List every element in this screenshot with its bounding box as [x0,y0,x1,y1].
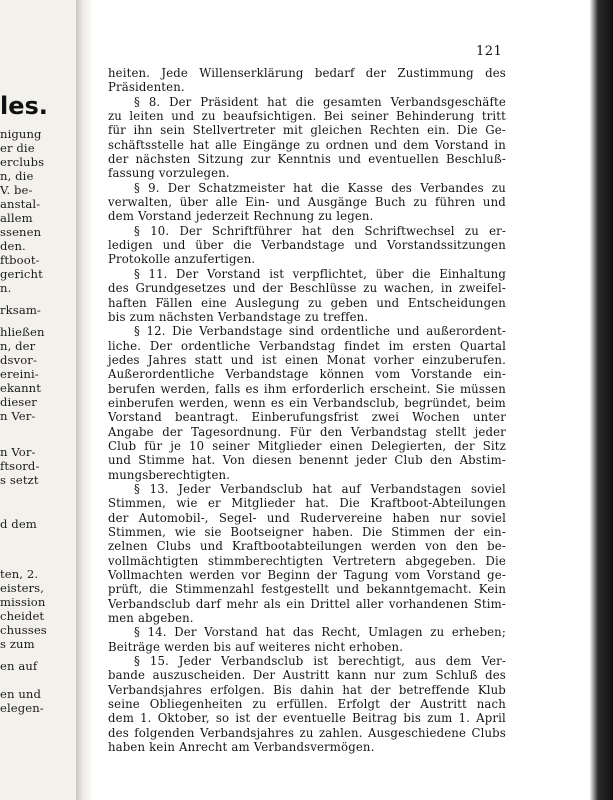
facing-page-fragment [0,0,76,800]
facing-page-line: n Ver- [0,409,36,423]
facing-page-line: ftsord- [0,459,40,473]
facing-page-line: gericht [0,267,43,281]
text-line: der nächsten Sitzung zur Kenntnis und eventuellen Beschluß- [108,152,506,167]
facing-page-line: chusses [0,623,47,637]
text-line: Stimmen, wie er Mitglieder hat. Die Kraftboot-Abteilungen [108,496,506,511]
text-line: der Automobil-, Segel- und Rudervereine haben nur soviel [108,510,506,525]
facing-page-line: cheidet [0,609,45,623]
facing-page-line: anstal- [0,197,41,211]
text-line: Protokolle anzufertigen. [108,252,256,267]
facing-page-line: dieser [0,395,37,409]
text-line: und Stimme hat. Von diesen benennt jeder Club den Abstim- [108,453,506,468]
text-line: verwalten, über alle Ein- und Ausgänge Buch zu führen und [108,195,506,210]
text-line: § 14. Der Vorstand hat das Recht, Umlagen zu erheben; [134,625,506,640]
facing-page-line: n, der [0,339,36,353]
text-line: des folgenden Verbandsjahres zu zahlen. Ausgeschiedene Clubs [108,725,506,740]
page-number: 121 [476,44,503,59]
text-line: prüft, die Stimmenzahl festgestellt und bekanntgemacht. Kein [108,582,506,597]
facing-page-line: s zum [0,637,35,651]
facing-page-line: en auf [0,659,38,673]
facing-page-line: allem [0,211,33,225]
facing-page-line: nigung [0,127,42,141]
text-line: haften Fällen eine Auslegung zu geben und Entscheidungen [108,295,506,310]
text-line: Beiträge werden bis auf weiteres nicht erhoben. [108,639,404,654]
text-line: vollmächtigten stimmberechtigten Vertretern abgegeben. Die [108,553,506,568]
text-line: seine Obliegenheiten zu erfüllen. Erfolgt der Austritt nach [108,697,506,712]
facing-page-line: ten, 2. [0,567,39,581]
text-line: § 15. Jeder Verbandsclub ist berechtigt, aus dem Ver- [134,654,506,669]
text-line: bis zum nächsten Verbandstage zu treffen. [108,309,369,324]
facing-page-line: n, die [0,169,34,183]
text-line: Verbandsjahres erfolgen. Bis dahin hat der betreffende Klub [108,682,506,697]
facing-page-heading: les. [0,92,48,120]
text-line: men abgeben. [108,611,194,626]
page-body-text [108,66,506,755]
text-line: berufen werden, falls es ihm erforderlich erscheint. Sie müssen [108,381,506,396]
facing-page-line: s setzt [0,473,39,487]
text-line: § 13. Jeder Verbandsclub hat auf Verbandstagen soviel [134,481,506,496]
text-line: einberufen werden, wenn es ein Verbandsclub, begründet, beim [108,395,506,410]
text-line: heiten. Jede Willenserklärung bedarf der Zustimmung des [108,66,506,80]
text-line: Vollmachten werden vor Beginn der Tagung vom Vorstand ge- [108,568,506,583]
facing-page-line: erclubs [0,155,45,169]
text-line: ledigen und über die Verbandstage und Vorstandssitzungen [108,238,506,253]
text-line: für ihn sein Stellvertreter mit gleichen Rechten ein. Die Ge- [108,123,506,138]
text-line: des Grundgesetzes und der Beschlüsse zu wachen, in zweifel- [108,281,506,296]
text-line: Club für je 10 seiner Mitglieder einen Delegierten, der Sitz [108,438,506,453]
facing-page-line: en und [0,687,41,701]
text-line: dem Vorstand jederzeit Rechnung zu legen. [108,209,374,224]
text-line: haben kein Anrecht am Verbandsvermögen. [108,740,375,755]
facing-page-line: eisters, [0,581,45,595]
text-line: Präsidenten. [108,80,185,95]
facing-page-line: ssenen [0,225,42,239]
text-line: jedes Jahres statt und ist einen Monat vorher einzuberufen. [108,352,506,367]
facing-page-line: n Vor- [0,445,36,459]
facing-page-line: elegen- [0,701,44,715]
facing-page-line: den. [0,239,26,253]
book-gutter [76,0,92,800]
text-line: liche. Der ordentliche Verbandstag findet im ersten Quartal [108,338,506,353]
facing-page-line: er die [0,141,35,155]
text-line: bande auszuscheiden. Der Austritt kann nur zum Schluß des [108,668,506,683]
text-line: § 9. Der Schatzmeister hat die Kasse des Verbandes zu [134,180,506,195]
text-line: schäftsstelle hat alle Eingänge zu ordnen und dem Vorstand in [108,137,506,152]
text-line: Verbandsclub darf mehr als ein Drittel aller vorhandenen Stim- [108,596,506,611]
text-line: § 12. Die Verbandstage sind ordentliche und außerordent- [134,324,506,339]
text-line: zelnen Clubs und Kraftbootabteilungen werden von den be- [108,539,506,554]
facing-page-line: n. [0,281,12,295]
text-line: § 11. Der Vorstand ist verpflichtet, über die Einhaltung [134,266,506,281]
facing-page-line: rksam- [0,303,41,317]
facing-page-line: V. be- [0,183,33,197]
text-line: mungsberechtigten. [108,467,231,482]
facing-page-line: dsvor- [0,353,37,367]
text-line: fassung vorzulegen. [108,166,230,181]
text-line: § 10. Der Schriftführer hat den Schriftwechsel zu er- [134,223,506,238]
facing-page-line: ereini- [0,367,39,381]
facing-page-line: d dem [0,517,37,531]
text-line: Stimmen, wie sie Bootseigner haben. Die Stimmen der ein- [108,525,506,539]
text-line: Vorstand beantragt. Einberufungsfrist zwei Wochen unter [108,410,506,425]
facing-page-line: ekannt [0,381,41,395]
facing-page-line: ftboot- [0,253,40,267]
facing-page-line: hließen [0,325,45,339]
text-line: zu leiten und zu beaufsichtigen. Bei seiner Behinderung tritt [108,109,506,124]
text-line: § 8. Der Präsident hat die gesamten Verbandsgeschäfte [134,94,506,109]
text-line: Außerordentliche Verbandstage können vom Vorstande ein- [108,367,506,382]
text-line: dem 1. Oktober, so ist der eventuelle Beitrag bis zum 1. April [108,711,506,726]
facing-page-line: mission [0,595,46,609]
page-edge-shadow [590,0,613,800]
text-line: Angabe der Tagesordnung. Für den Verbandstag stellt jeder [108,424,506,439]
